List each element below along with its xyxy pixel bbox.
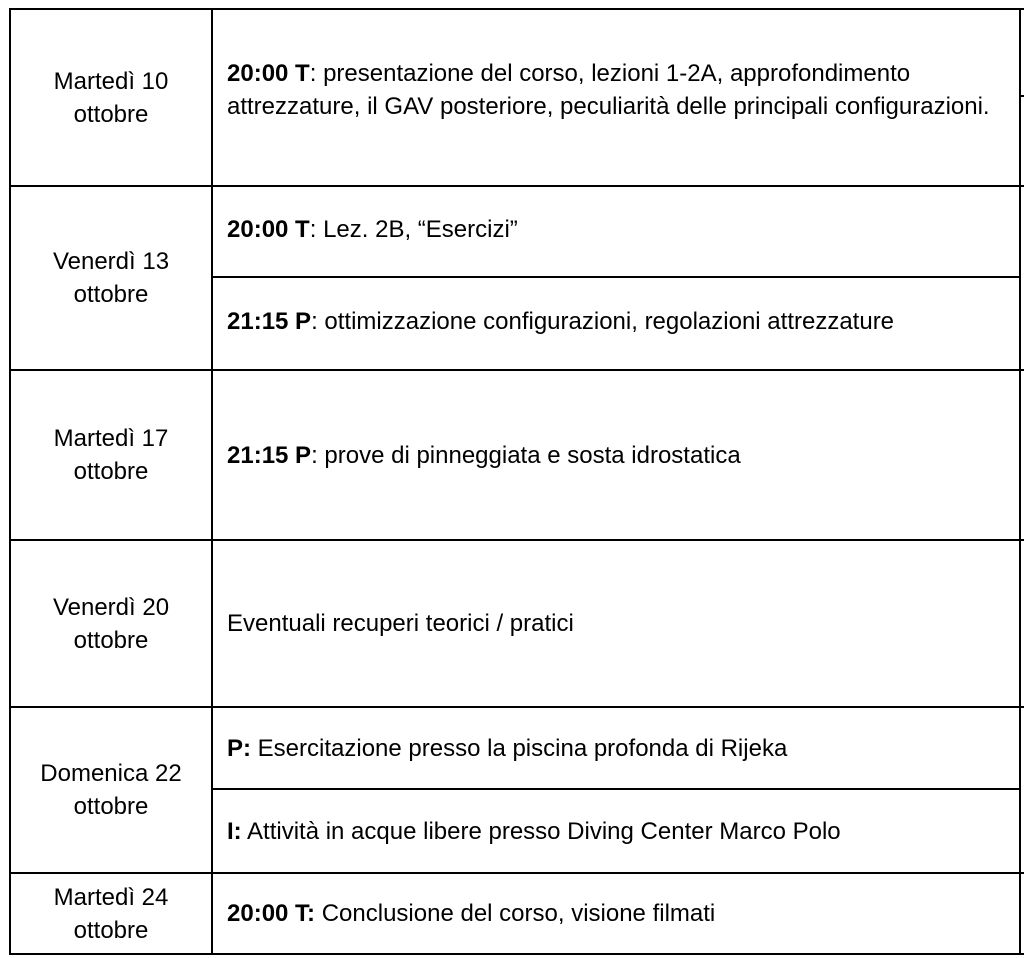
table-row [10,370,1024,540]
event-time: I: [227,817,242,845]
date-cell [10,9,212,186]
date-day: Martedì 24 [53,883,169,911]
date-day: Martedì 17 [53,425,169,452]
table-row [10,540,1024,707]
date-month: ottobre [73,458,149,485]
extra-cell [1020,370,1024,540]
date-month: ottobre [73,916,149,944]
event-time: 20:00 T [227,59,310,87]
event-separator: : [311,441,325,469]
event-text: Conclusione del corso, visione filmati [321,900,716,927]
date-month: ottobre [73,281,149,308]
event-text: Lez. 2B, “Esercizi” [323,216,518,243]
event-cell [212,186,1020,277]
event-text: Esercitazione presso la piscina profonda di Rijeka [257,734,788,762]
extra-cell [1020,186,1024,370]
date-day: Venerdì 13 [52,248,170,275]
event-time: 20:00 T: [227,900,316,927]
table-row [10,186,1024,277]
event-time: 21:15 P [227,308,312,335]
date-cell [10,370,212,540]
right-column-rule [1019,95,1024,97]
extra-cell [1020,9,1024,186]
table-row [10,873,1024,954]
table-row [10,707,1024,789]
date-cell [10,540,212,707]
date-month: ottobre [73,100,149,128]
date-day: Domenica 22 [40,760,182,787]
event-time: P: [227,734,251,762]
date-cell [10,873,212,954]
extra-cell [1020,873,1024,954]
event-cell [212,540,1020,707]
event-time: 21:15 P [227,441,312,469]
table-row [10,9,1024,186]
event-cell [212,789,1020,873]
event-time: 20:00 T [227,216,310,243]
event-cell [212,873,1020,954]
extra-cell [1020,540,1024,707]
date-cell [10,186,212,370]
event-separator [315,900,322,927]
date-cell [10,707,212,873]
event-cell [212,277,1020,370]
event-text: ottimizzazione configurazioni, regolazioni attrezzature [324,308,895,335]
extra-cell [1020,707,1024,873]
date-month: ottobre [73,626,149,654]
event-text: prove di pinneggiata e sosta idrostatica [324,441,741,469]
event-text: Attività in acque libere presso Diving Center Marco Polo [247,817,841,845]
event-cell [212,370,1020,540]
event-cell [212,707,1020,789]
event-text: presentazione del corso, lezioni 1-2A, approfondimento attrezzature, il GAV posteriore, peculiarità delle principali configurazioni. [227,59,990,120]
event-separator [251,735,258,762]
schedule-table [9,8,1024,955]
event-separator: : [311,308,325,335]
event-cell [212,9,1020,186]
event-separator: : [309,59,324,87]
date-day: Martedì 10 [53,67,169,95]
event-separator: : [309,216,324,243]
date-month: ottobre [73,793,149,820]
date-day: Venerdì 20 [52,593,170,621]
event-text: Eventuali recuperi teorici / pratici [227,610,574,637]
